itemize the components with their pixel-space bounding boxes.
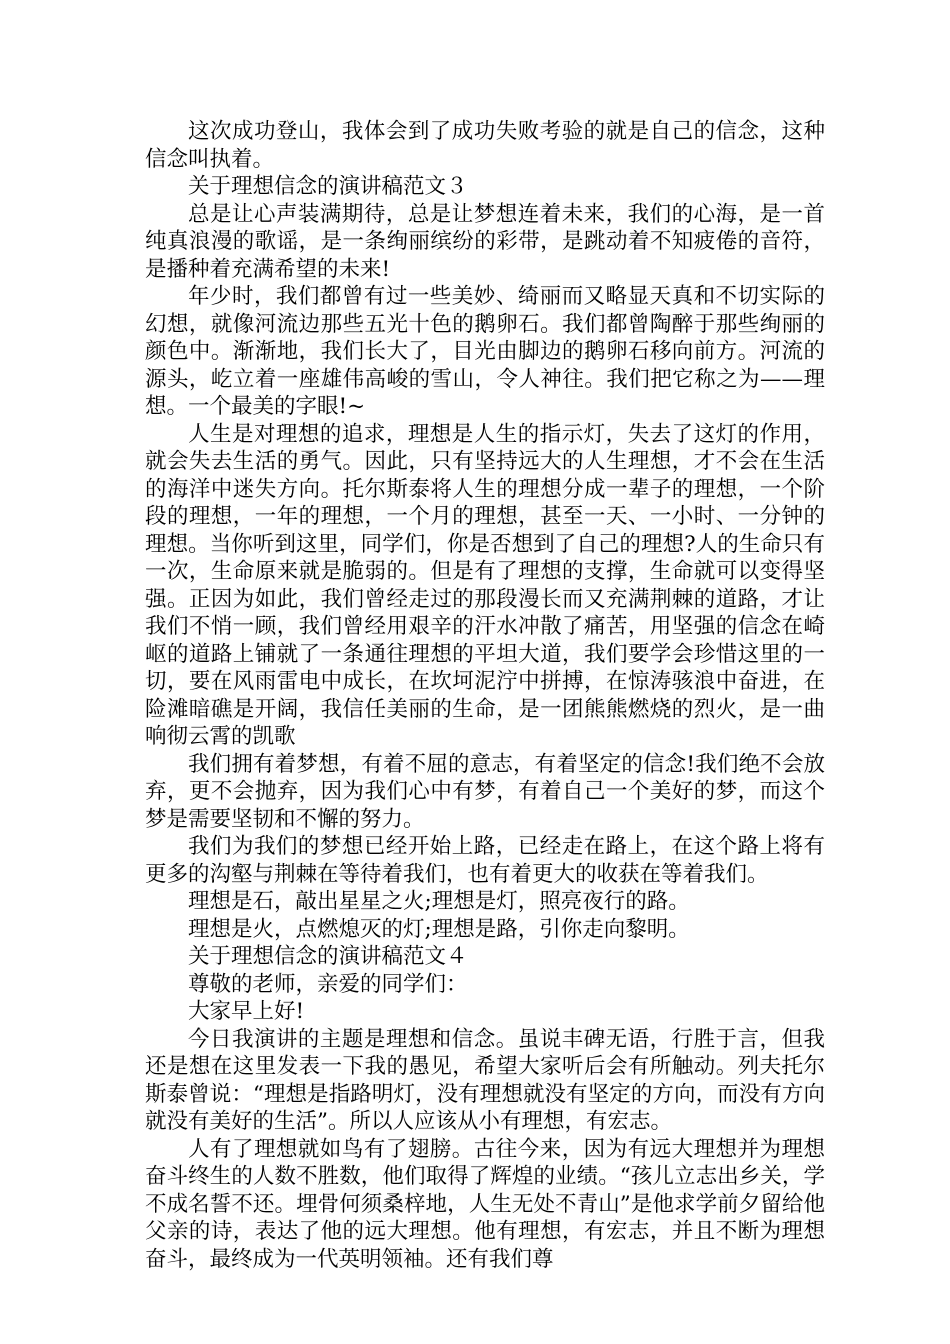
section-heading-3: 关于理想信念的演讲稿范文３ (188, 174, 468, 199)
paragraph-8: 理想是火，点燃熄灭的灯;理想是路，引你走向黎明。 (188, 916, 690, 942)
paragraph-2: 总是让心声装满期待，总是让梦想连着未来，我们的心海，是一首纯真浪漫的歌谣，是一条绚丽缤纷的彩带，是跳动着不知疲倦的音符，是播种着充满希望的未来! (145, 201, 825, 282)
salutation: 尊敬的老师，亲爱的同学们： (188, 971, 468, 997)
paragraph-5: 我们拥有着梦想，有着不屈的意志，有着坚定的信念!我们绝不会放弃，更不会抛弃，因为我们心中有梦，有着自己一个美好的梦，而这个梦是需要坚韧和不懈的努力。 (145, 751, 825, 832)
document-page (145, 118, 825, 1273)
paragraph-3: 年少时，我们都曾有过一些美妙、绮丽而又略显天真和不切实际的幻想，就像河流边那些五光十色的鹅卵石。我们都曾陶醉于那些绚丽的颜色中。渐渐地，我们长大了，目光由脚边的鹅卵石移向前方。河流的源头，屹立着一座雄伟高峻的雪山，令人神往。我们把它称之为——理想。一个最美的字眼!~ (145, 284, 825, 419)
greeting: 大家早上好! (188, 999, 305, 1024)
paragraph-4: 人生是对理想的追求，理想是人生的指示灯，失去了这灯的作用，就会失去生活的勇气。因此，只有坚持远大的人生理想，才不会在生活的海洋中迷失方向。托尔斯泰将人生的理想分成一辈子的理想，一个阶段的理想，一年的理想，一个月的理想，甚至一天、一小时、一分钟的理想。当你听到这里，同学们，你是否想到了自己的理想?人的生命只有一次，生命原来就是脆弱的。但是有了理想的支撑，生命就可以变得坚强。正因为如此，我们曾经走过的那段漫长而又充满荆棘的道路，才让我们不悄一顾，我们曾经用艰辛的汗水冲散了痛苦，用坚强的信念在崎岖的道路上铺就了一条通往理想的平坦大道，我们要学会珍惜这里的一切，要在风雨雷电中成长，在坎坷泥泞中拼搏，在惊涛骇浪中奋进，在险滩暗礁是开阔，我信任美丽的生命，是一团熊熊燃烧的烈火，是一曲响彻云霄的凯歌 (145, 421, 825, 749)
paragraph-6: 我们为我们的梦想已经开始上路，已经走在路上，在这个路上将有更多的沟壑与荆棘在等待着我们，也有着更大的收获在等着我们。 (145, 834, 825, 887)
paragraph-9: 今日我演讲的主题是理想和信念。虽说丰碑无语，行胜于言，但我还是想在这里发表一下我的愚见，希望大家听后会有所触动。列夫托尔斯泰曾说：“理想是指路明灯，没有理想就没有坚定的方向，而没有方向就没有美好的生活”。所以人应该从小有理想，有宏志。 (145, 1026, 825, 1134)
paragraph-7: 理想是石，敲出星星之火;理想是灯，照亮夜行的路。 (188, 889, 690, 914)
paragraph-10: 人有了理想就如鸟有了翅膀。古往今来，因为有远大理想并为理想奋斗终生的人数不胜数，他们取得了辉煌的业绩。“孩儿立志出乡关，学不成名誓不还。埋骨何须桑梓地，人生无处不青山”是他求学前夕留给他父亲的诗，表达了他的远大理想。他有理想，有宏志，并且不断为理想奋斗，最终成为一代英明领袖。还有我们尊 (145, 1136, 825, 1272)
section-heading-4: 关于理想信念的演讲稿范文４ (188, 944, 468, 969)
paragraph-1: 这次成功登山，我体会到了成功失败考验的就是自己的信念，这种信念叫执着。 (145, 119, 825, 172)
